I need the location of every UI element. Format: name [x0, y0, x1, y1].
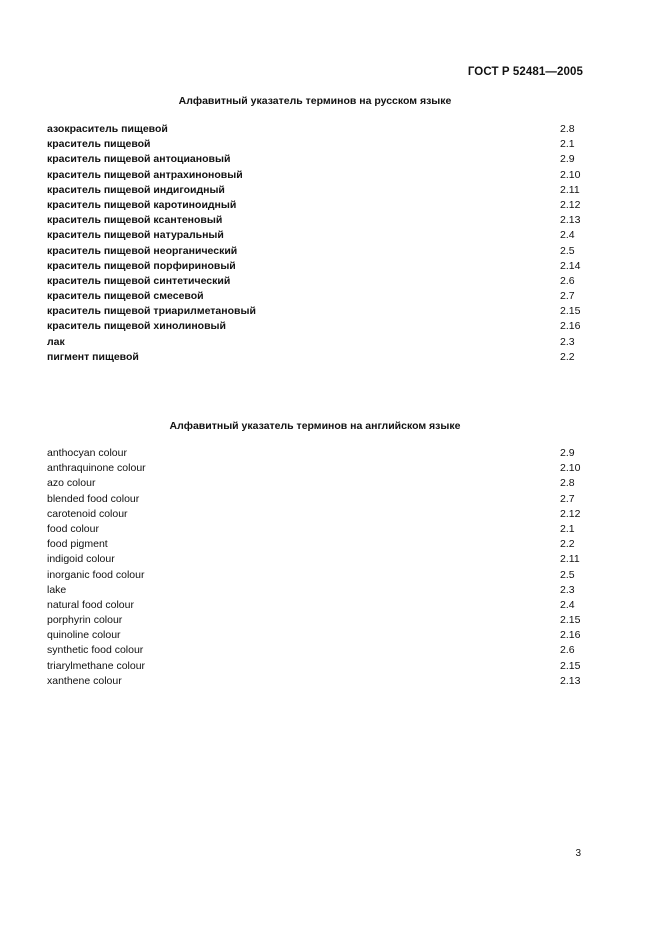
index-entry — [47, 213, 587, 228]
index-reference-number: 2.8 — [560, 123, 575, 135]
index-term: краситель пищевой антрахиноновый — [47, 168, 243, 181]
index-term: краситель пищевой ксантеновый — [47, 214, 223, 227]
index-entry — [47, 335, 587, 350]
index-entry — [47, 137, 587, 152]
index-entry — [47, 304, 587, 319]
index-entry — [47, 552, 587, 567]
index-reference-number: 2.9 — [560, 153, 575, 166]
index-reference-number: 2.7 — [560, 290, 575, 303]
index-entry — [47, 168, 587, 183]
index-entry — [47, 228, 587, 243]
index-reference-number: 2.10 — [560, 462, 581, 475]
index-entry — [47, 674, 587, 689]
index-term: азокраситель пищевой — [47, 123, 168, 135]
index-term: краситель пищевой триарилметановый — [47, 305, 256, 318]
index-term: lake — [47, 583, 67, 596]
index-entry — [47, 537, 587, 552]
index-reference-number: 2.6 — [560, 274, 575, 287]
index-entry — [47, 461, 587, 476]
index-term: краситель пищевой индигоидный — [47, 183, 225, 196]
index-reference-number: 2.16 — [560, 320, 581, 333]
russian-index-title: Алфавитный указатель терминов на русском языке — [178, 95, 452, 107]
russian-term-list — [47, 122, 587, 365]
index-reference-number: 2.5 — [560, 244, 575, 257]
index-reference-number: 2.12 — [560, 198, 581, 211]
index-term: краситель пищевой неорганический — [47, 244, 238, 257]
index-reference-number: 2.4 — [560, 598, 575, 611]
index-reference-number: 2.15 — [560, 305, 581, 318]
index-reference-number: 2.7 — [560, 492, 575, 505]
index-term: triarylmethane colour — [47, 659, 146, 672]
index-term: краситель пищевой хинолиновый — [47, 320, 226, 333]
index-term: food pigment — [47, 538, 108, 551]
index-term: inorganic food colour — [47, 568, 145, 581]
index-entry — [47, 568, 587, 583]
index-entry — [47, 507, 587, 522]
index-entry — [47, 492, 587, 507]
index-reference-number: 2.5 — [560, 568, 575, 581]
index-reference-number: 2.11 — [560, 183, 580, 196]
index-term: краситель пищевой антоциановый — [47, 153, 231, 166]
document-code: ГОСТ Р 52481—2005 — [467, 66, 583, 78]
index-entry — [47, 628, 587, 643]
index-reference-number: 2.2 — [560, 350, 575, 363]
index-reference-number: 2.3 — [560, 335, 575, 348]
index-term: carotenoid colour — [47, 507, 128, 520]
english-index-title: Алфавитный указатель терминов на английском языке — [169, 420, 461, 432]
index-reference-number: 2.15 — [560, 659, 581, 672]
index-reference-number: 2.1 — [560, 138, 575, 151]
index-term: пигмент пищевой — [47, 350, 139, 363]
index-reference-number: 2.12 — [560, 507, 581, 520]
index-term: porphyrin colour — [47, 614, 123, 627]
english-term-list — [47, 446, 587, 689]
index-reference-number: 2.13 — [560, 214, 581, 227]
index-entry — [47, 613, 587, 628]
index-term: краситель пищевой натуральный — [47, 229, 224, 242]
index-reference-number: 2.8 — [560, 477, 575, 490]
index-term: anthraquinone colour — [47, 462, 146, 475]
index-reference-number: 2.10 — [560, 168, 581, 181]
index-entry — [47, 244, 587, 259]
index-reference-number: 2.6 — [560, 644, 575, 657]
index-reference-number: 2.9 — [560, 447, 575, 459]
index-entry — [47, 289, 587, 304]
index-term: azo colour — [47, 477, 96, 490]
index-reference-number: 2.11 — [560, 553, 580, 566]
index-reference-number: 2.15 — [560, 614, 581, 627]
index-reference-number: 2.3 — [560, 583, 575, 596]
index-entry — [47, 598, 587, 613]
index-entry — [47, 522, 587, 537]
index-entry — [47, 583, 587, 598]
index-entry — [47, 183, 587, 198]
index-entry — [47, 350, 587, 365]
index-term: xanthene colour — [47, 674, 122, 687]
index-term: synthetic food colour — [47, 644, 144, 657]
index-reference-number: 2.13 — [560, 674, 581, 687]
index-term: indigoid colour — [47, 553, 115, 566]
index-entry — [47, 476, 587, 491]
index-term: краситель пищевой — [47, 138, 151, 151]
index-reference-number: 2.4 — [560, 229, 575, 242]
index-entry — [47, 446, 587, 461]
index-reference-number: 2.14 — [560, 259, 581, 272]
index-term: quinoline colour — [47, 629, 121, 642]
index-term: краситель пищевой каротиноидный — [47, 198, 237, 211]
index-entry — [47, 259, 587, 274]
index-reference-number: 2.16 — [560, 629, 581, 642]
index-entry — [47, 122, 587, 137]
index-entry — [47, 659, 587, 674]
index-term: краситель пищевой порфириновый — [47, 259, 236, 272]
index-term: blended food colour — [47, 492, 140, 505]
index-entry — [47, 198, 587, 213]
index-entry — [47, 319, 587, 334]
index-term: natural food colour — [47, 598, 134, 611]
index-entry — [47, 152, 587, 167]
index-reference-number: 2.2 — [560, 538, 575, 551]
index-reference-number: 2.1 — [560, 522, 575, 535]
index-term: anthocyan colour — [47, 447, 127, 459]
page-number: 3 — [575, 848, 581, 859]
index-term: лак — [47, 335, 65, 348]
index-term: food colour — [47, 522, 99, 535]
index-entry — [47, 643, 587, 658]
index-term: краситель пищевой синтетический — [47, 274, 231, 287]
index-entry — [47, 274, 587, 289]
index-term: краситель пищевой смесевой — [47, 290, 204, 303]
